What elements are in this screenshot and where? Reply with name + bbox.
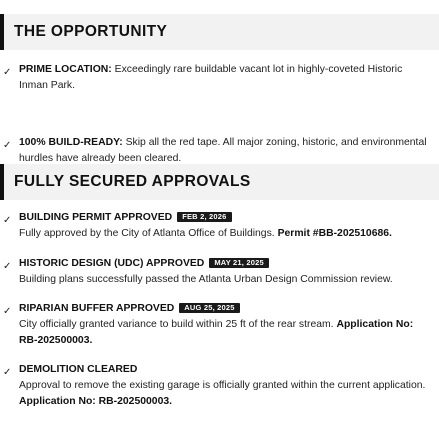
item-body: [19, 210, 429, 242]
approval-text: Approval to remove the existing garage is officially granted within the current application.: [19, 380, 426, 391]
approval-title-line: [19, 210, 429, 226]
item-label: PRIME LOCATION:: [19, 64, 112, 75]
approval-title-line: [19, 256, 429, 272]
item-body: [19, 62, 429, 94]
approval-title: HISTORIC DESIGN (UDC) APPROVED: [19, 258, 205, 269]
approval-title-line: [19, 301, 429, 317]
item-body: [19, 301, 429, 349]
date-badge: FEB 2, 2026: [177, 212, 231, 222]
approval-description: [19, 272, 429, 288]
approval-title: RIPARIAN BUFFER APPROVED: [19, 303, 175, 314]
approval-description: [19, 378, 429, 410]
section-header-approvals: [0, 164, 439, 200]
date-badge: AUG 25, 2025: [179, 303, 239, 313]
item-body: [19, 135, 429, 167]
approval-text: City officially granted variance to build within 25 ft of the rear stream.: [19, 319, 337, 330]
date-badge: MAY 21, 2025: [209, 258, 269, 268]
checkmark-icon: ✓: [3, 261, 12, 272]
approval-text: Building plans successfully passed the Atlanta Urban Design Commission review.: [19, 274, 393, 285]
item-text: Skip all the red tape. All major zoning, historic, and environmental hurdles have already been cleared.: [19, 137, 427, 164]
item-body: [19, 256, 429, 288]
item-text: Exceedingly rare buildable vacant lot in highly-coveted Historic Inman Park.: [19, 64, 403, 91]
approval-reference: Application No: RB-202500003.: [19, 319, 414, 346]
checkmark-icon: ✓: [3, 67, 12, 78]
item-label: 100% BUILD-READY:: [19, 137, 123, 148]
checkmark-icon: ✓: [3, 215, 12, 226]
approval-reference: Application No: RB-202500003.: [19, 396, 173, 407]
approval-text: Fully approved by the City of Atlanta Office of Buildings.: [19, 228, 278, 239]
checkmark-icon: ✓: [3, 306, 12, 317]
section-title: FULLY SECURED APPROVALS: [14, 173, 251, 190]
approval-description: [19, 317, 429, 349]
section-title: THE OPPORTUNITY: [14, 23, 168, 40]
approval-title: BUILDING PERMIT APPROVED: [19, 212, 173, 223]
section-header-opportunity: [0, 14, 439, 50]
approval-reference: Permit #BB-202510686.: [277, 228, 392, 239]
approval-title: DEMOLITION CLEARED: [19, 364, 138, 375]
item-body: [19, 362, 429, 410]
approval-title-line: [19, 362, 429, 378]
checkmark-icon: ✓: [3, 140, 12, 151]
approval-description: [19, 226, 429, 242]
checkmark-icon: ✓: [3, 367, 12, 378]
